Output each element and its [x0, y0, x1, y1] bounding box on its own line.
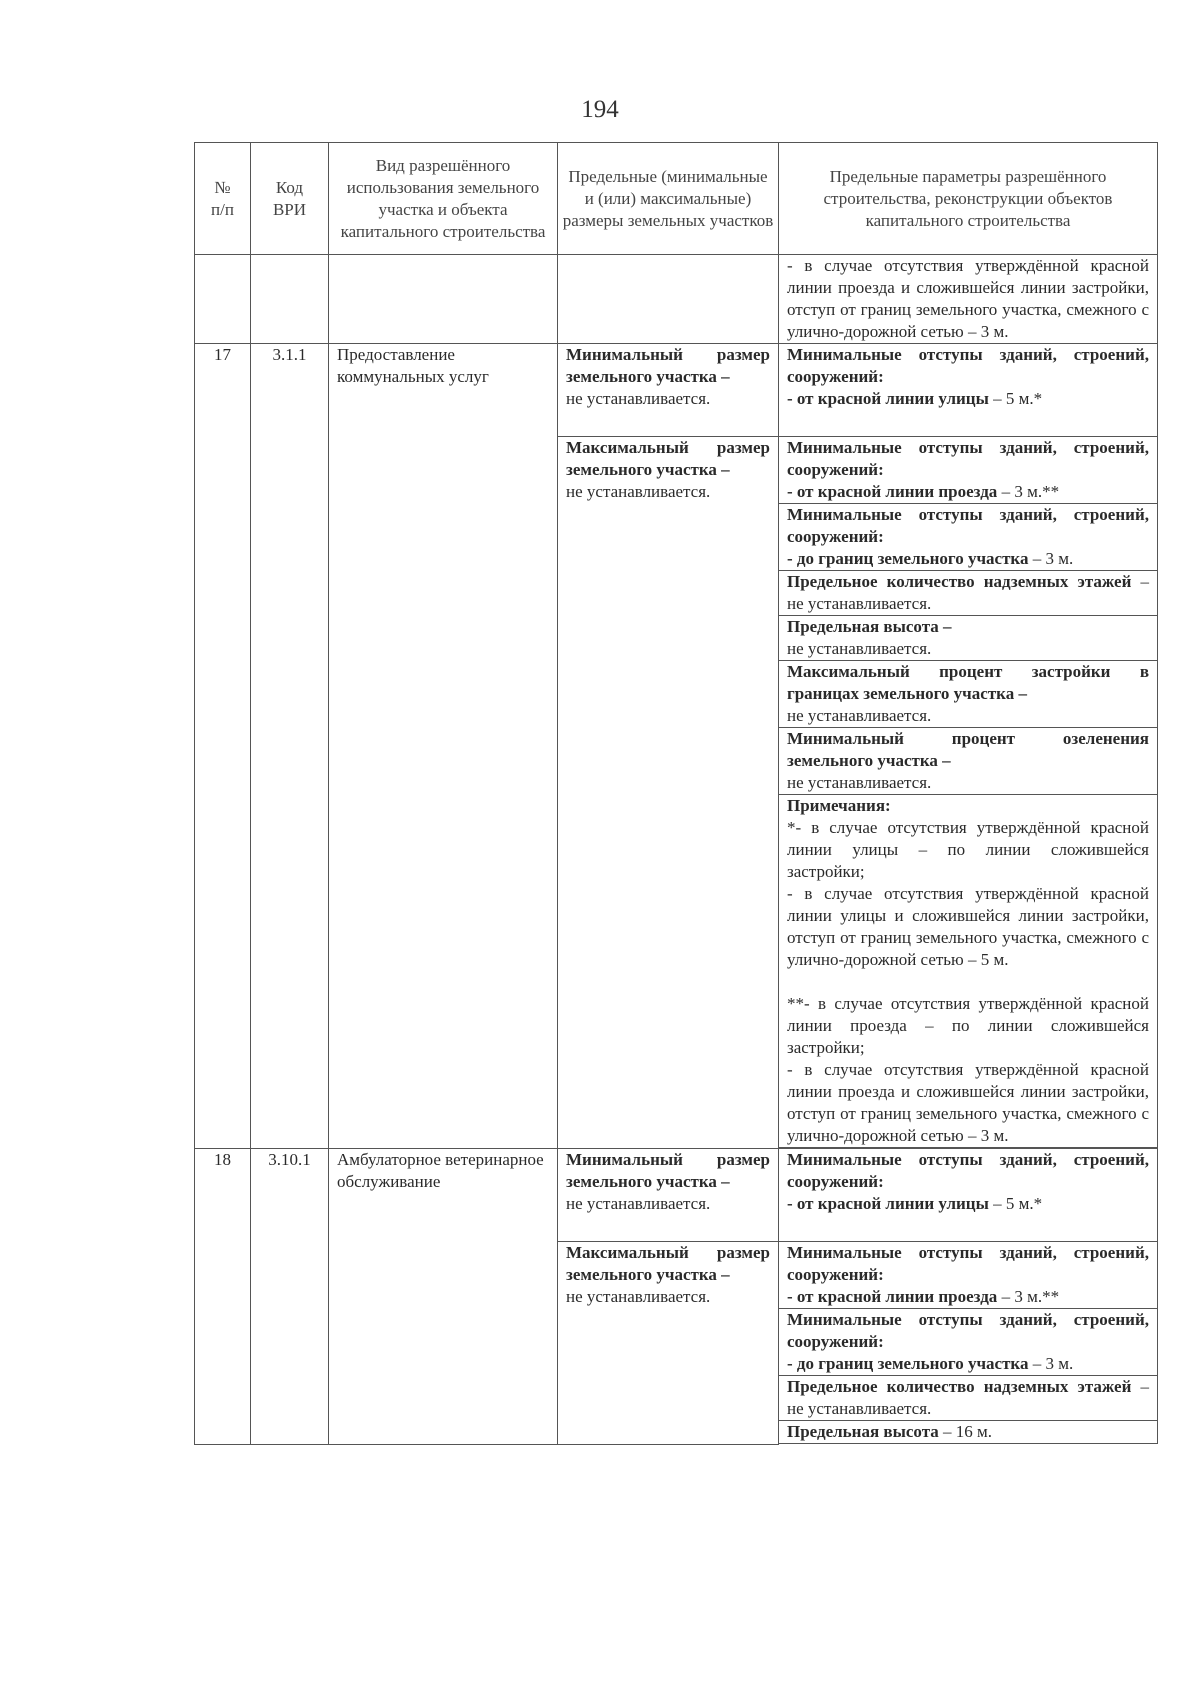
row17-name: Предоставление коммунальных услуг	[329, 344, 558, 1149]
row17-code: 3.1.1	[251, 344, 329, 1149]
table-row-continuation	[195, 255, 1158, 344]
row17-param-floors: Предельное количество надземных этажей – не устанавливается.	[779, 571, 1158, 616]
continuation-note: - в случае отсутствия утверждённой красной линии проезда и сложившейся линии застройки, отступ от границ земельного участка, смежного с улично-дорожной сетью – 3 м.	[779, 255, 1158, 344]
row17-param-height: Предельная высота – не устанавливается.	[779, 616, 1158, 661]
row18-param-driveway: Минимальные отступы зданий, строений, сооружений: - от красной линии проезда – 3 м.**	[779, 1242, 1158, 1309]
row18-param-floors: Предельное количество надземных этажей – не устанавливается.	[779, 1376, 1158, 1421]
page-number: 194	[581, 96, 619, 123]
regulations-table	[194, 142, 1158, 1445]
header-sizes: Предельные (минимальные и (или) максимальные) размеры земельных участков	[558, 143, 779, 255]
row18-min-size: Минимальный размер земельного участка – не устанавливается.	[558, 1149, 779, 1242]
row17-num: 17	[195, 344, 251, 1149]
header-params: Предельные параметры разрешённого строительства, реконструкции объектов капитального строительства	[779, 143, 1158, 255]
row18-param-street: Минимальные отступы зданий, строений, сооружений: - от красной линии улицы – 5 м.*	[779, 1149, 1158, 1242]
row18-max-size: Максимальный размер земельного участка – не устанавливается.	[558, 1242, 779, 1445]
row17-min-size: Минимальный размер земельного участка – не устанавливается.	[558, 344, 779, 437]
row18-code: 3.10.1	[251, 1149, 329, 1445]
row18-name: Амбулаторное ветеринарное обслуживание	[329, 1149, 558, 1445]
row17-param-driveway: Минимальные отступы зданий, строений, сооружений: - от красной линии проезда – 3 м.**	[779, 437, 1158, 504]
row18-param-boundary: Минимальные отступы зданий, строений, сооружений: - до границ земельного участка – 3 м.	[779, 1309, 1158, 1376]
header-kind: Вид разрешённого использования земельного участка и объекта капитального строительства	[329, 143, 558, 255]
table-row-18	[195, 1149, 1158, 1242]
row17-param-street: Минимальные отступы зданий, строений, сооружений: - от красной линии улицы – 5 м.*	[779, 344, 1158, 437]
header-num: № п/п	[195, 143, 251, 255]
row17-param-boundary: Минимальные отступы зданий, строений, сооружений: - до границ земельного участка – 3 м.	[779, 504, 1158, 571]
header-code: Код ВРИ	[251, 143, 329, 255]
row17-max-size: Максимальный размер земельного участка – не устанавливается.	[558, 437, 779, 1149]
table-row-17	[195, 344, 1158, 437]
row17-notes: Примечания: *- в случае отсутствия утверждённой красной линии улицы – по линии сложившейся застройки; - в случае отсутствия утверждённой красной линии улицы и сложившейся линии застройки, отступ от границ земельного участка, смежного с улично-дорожной сетью – 5 м. **- в случае отсутствия утверждённой красной линии проезда – по линии сложившейся застройки; - в случае отсутствия утверждённой красной линии проезда и сложившейся линии застройки, отступ от границ земельного участка, смежного с улично-дорожной сетью – 3 м.	[779, 795, 1158, 1148]
header-row	[195, 143, 1158, 255]
row18-num: 18	[195, 1149, 251, 1445]
row17-param-greening: Минимальный процент озеленения земельного участка – не устанавливается.	[779, 728, 1158, 795]
row17-param-coverage: Максимальный процент застройки в границах земельного участка – не устанавливается.	[779, 661, 1158, 728]
row18-param-height: Предельная высота – 16 м.	[779, 1421, 1158, 1444]
